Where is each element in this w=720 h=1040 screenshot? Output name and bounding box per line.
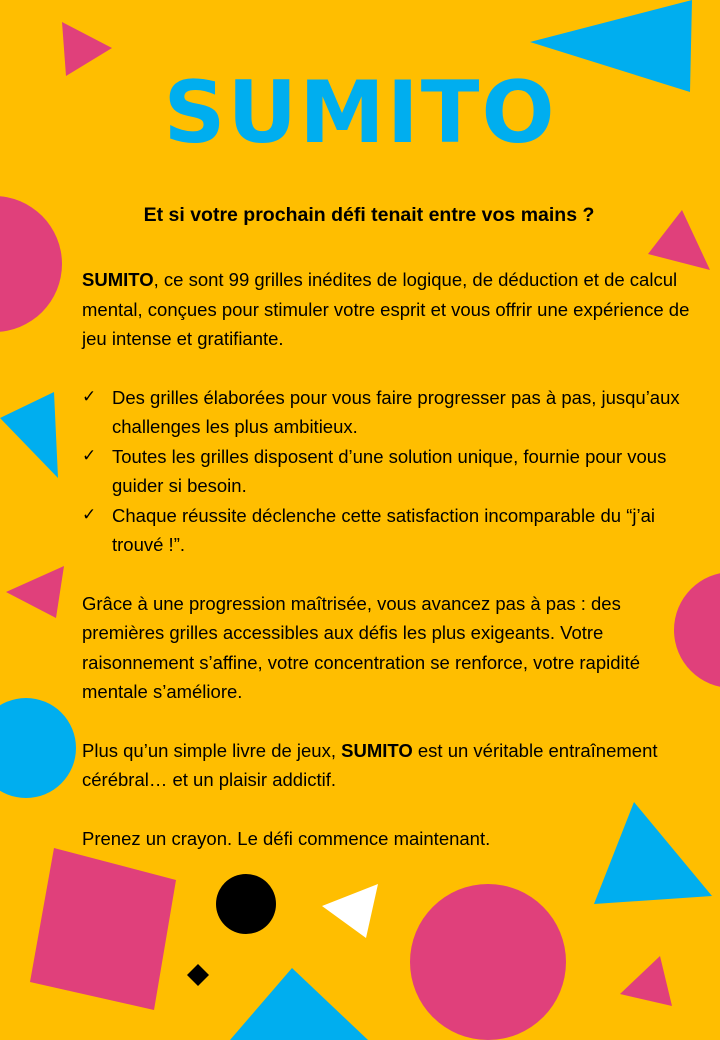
more-text-before: Plus qu’un simple livre de jeux, (82, 739, 342, 761)
feature-list (82, 383, 697, 560)
check-icon: ✓ (82, 386, 97, 407)
more-text-after: est un véritable entraînement cérébral… et un plaisir addictif. (82, 739, 658, 790)
list-item (82, 501, 697, 560)
brand-name: SUMITO (82, 269, 154, 290)
black-diamond (187, 964, 209, 986)
brand-name: SUMITO (341, 739, 413, 761)
list-item (82, 383, 697, 442)
closing-line: Prenez un crayon. Le défi commence maintenant. (82, 827, 491, 849)
pink-square-bottom-left (30, 848, 176, 1010)
list-item-text: Des grilles élaborées pour vous faire progresser pas à pas, jusqu’aux challenges les plus ambitieux. (112, 386, 680, 437)
list-item-text: Chaque réussite déclenche cette satisfaction incomparable du “j’ai trouvé !”. (112, 504, 655, 555)
pink-triangle-bottom-right (620, 956, 672, 1006)
intro-paragraph (82, 265, 697, 354)
check-icon: ✓ (82, 504, 97, 525)
subtitle: Et si votre prochain défi tenait entre vos mains ? (143, 204, 595, 226)
white-triangle (322, 884, 378, 938)
body-text (82, 265, 697, 853)
list-item (82, 442, 697, 501)
list-item-text: Toutes les grilles disposent d’une solution unique, fournie pour vous guider si besoin. (112, 445, 667, 496)
blue-triangle-bottom (230, 968, 368, 1040)
blue-circle-left (0, 698, 76, 798)
page-title: SUMITO (163, 63, 557, 163)
progression-paragraph: Grâce à une progression maîtrisée, vous avancez pas à pas : des premières grilles accessibles aux défis les plus exigeants. Votre raisonnement s’affine, votre concentration se renforce, votre rapidité mentale s’améliore. (82, 592, 641, 702)
pink-circle-bottom (410, 884, 566, 1040)
check-icon: ✓ (82, 445, 97, 466)
blue-triangle-left (0, 392, 58, 478)
pink-triangle-left-mid (6, 566, 64, 618)
intro-text: , ce sont 99 grilles inédites de logique, de déduction et de calcul mental, conçues pour stimuler votre esprit et vous offrir une expérience de jeu intense et gratifiante. (82, 269, 690, 349)
black-circle (216, 874, 276, 934)
more-paragraph (82, 736, 697, 795)
